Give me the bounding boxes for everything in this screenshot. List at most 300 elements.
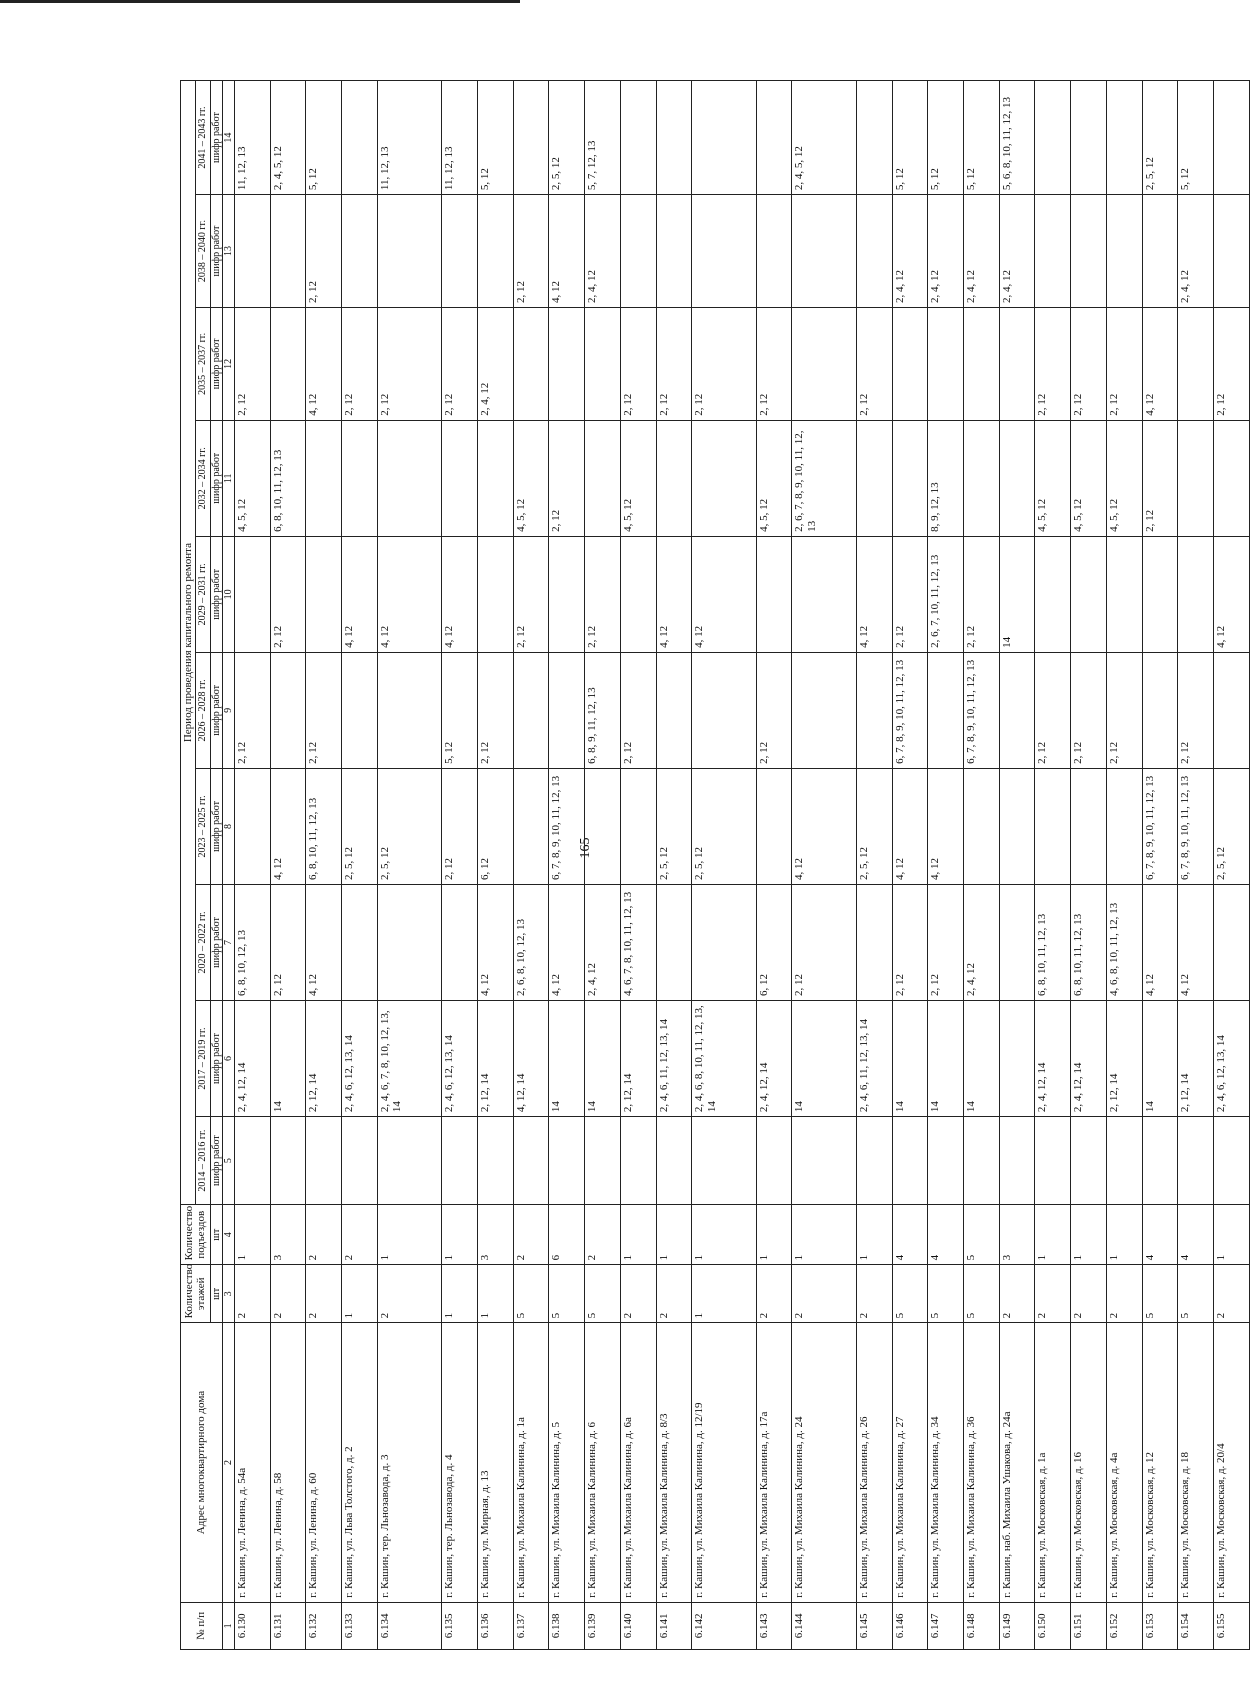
- row-entrances: 2: [306, 1205, 342, 1265]
- table-row: [234, 81, 270, 1650]
- work-codes-cell: [342, 420, 378, 536]
- work-codes-cell: [756, 1117, 792, 1205]
- table-row: [620, 81, 656, 1650]
- work-codes-cell: [964, 768, 1000, 884]
- table-row: [692, 81, 756, 1650]
- row-floors: 5: [1178, 1265, 1214, 1323]
- column-index: 7: [222, 884, 234, 1000]
- work-codes-cell: [549, 536, 585, 652]
- period-header: 2032 – 2034 гг.: [196, 420, 210, 536]
- work-codes-cell: 6, 8, 10, 12, 13: [234, 884, 270, 1000]
- work-codes-cell: [234, 768, 270, 884]
- work-codes-cell: 2, 12: [1106, 307, 1142, 420]
- row-floors: 2: [1035, 1265, 1071, 1323]
- work-codes-cell: [585, 1117, 621, 1205]
- work-codes-cell: [792, 652, 856, 768]
- work-codes-cell: 5, 7, 12, 13: [585, 81, 621, 195]
- work-code-header: шифр работ: [210, 1117, 222, 1205]
- work-codes-cell: 2, 12: [620, 652, 656, 768]
- row-number: 6.145: [856, 1602, 892, 1649]
- column-index: 13: [222, 195, 234, 308]
- work-codes-cell: 2, 4, 12: [477, 307, 513, 420]
- column-index: 11: [222, 420, 234, 536]
- row-address: г. Кашин, ул. Михаила Калинина, д. 26: [856, 1323, 892, 1602]
- work-codes-cell: [234, 195, 270, 308]
- row-entrances: 2: [342, 1205, 378, 1265]
- work-codes-cell: 4, 5, 12: [513, 420, 549, 536]
- work-codes-cell: 2, 6, 7, 8, 9, 10, 11, 12, 13: [792, 420, 856, 536]
- work-codes-cell: [792, 307, 856, 420]
- work-codes-cell: 2, 12: [442, 768, 478, 884]
- row-entrances: 1: [1214, 1205, 1250, 1265]
- work-codes-cell: [656, 195, 692, 308]
- row-entrances: 1: [234, 1205, 270, 1265]
- work-codes-cell: [1035, 195, 1071, 308]
- row-floors: 1: [442, 1265, 478, 1323]
- work-codes-cell: 5, 12: [892, 81, 928, 195]
- work-codes-cell: [856, 652, 892, 768]
- row-address: г. Кашин, ул. Михаила Калинина, д. 36: [964, 1323, 1000, 1602]
- unit-floors: шт: [210, 1265, 222, 1323]
- header-entrances: Количество подъездов: [181, 1205, 211, 1265]
- work-codes-cell: [1035, 768, 1071, 884]
- work-codes-cell: 6, 7, 8, 9, 10, 11, 12, 13: [964, 652, 1000, 768]
- work-codes-cell: 6, 12: [477, 768, 513, 884]
- work-codes-cell: 2, 12: [234, 652, 270, 768]
- work-code-header: шифр работ: [210, 768, 222, 884]
- work-codes-cell: 4, 12: [1178, 884, 1214, 1000]
- work-codes-cell: [856, 884, 892, 1000]
- work-codes-cell: 4, 12: [306, 307, 342, 420]
- work-codes-cell: [1106, 1117, 1142, 1205]
- row-address: г. Кашин, ул. Михаила Калинина, д. 1а: [513, 1323, 549, 1602]
- work-codes-cell: [270, 307, 306, 420]
- work-codes-cell: [1214, 420, 1250, 536]
- row-number: 6.133: [342, 1602, 378, 1649]
- work-codes-cell: 2, 4, 12, 14: [1071, 1001, 1107, 1117]
- work-codes-cell: [1178, 1117, 1214, 1205]
- row-address: г. Кашин, ул. Московская, д. 12: [1142, 1323, 1178, 1602]
- work-code-header: шифр работ: [210, 1001, 222, 1117]
- table-row: [377, 81, 441, 1650]
- work-codes-cell: [656, 884, 692, 1000]
- work-codes-cell: 2, 4, 6, 12, 13, 14: [342, 1001, 378, 1117]
- row-address: г. Кашин, ул. Московская, д. 16: [1071, 1323, 1107, 1602]
- work-codes-cell: [1214, 81, 1250, 195]
- page-number: 165: [578, 837, 593, 859]
- work-codes-cell: [792, 536, 856, 652]
- row-entrances: 1: [792, 1205, 856, 1265]
- work-codes-cell: [856, 1117, 892, 1205]
- work-codes-cell: 4, 5, 12: [234, 420, 270, 536]
- work-codes-cell: 4, 5, 12: [1106, 420, 1142, 536]
- row-address: г. Кашин, тер. Льнозавода, д. 3: [377, 1323, 441, 1602]
- work-codes-cell: [585, 420, 621, 536]
- row-floors: 1: [692, 1265, 756, 1323]
- row-number: 6.146: [892, 1602, 928, 1649]
- table-row: [1214, 81, 1250, 1650]
- work-codes-cell: 2, 12: [585, 536, 621, 652]
- work-codes-cell: 2, 12: [306, 195, 342, 308]
- table-row: [442, 81, 478, 1650]
- work-codes-cell: [756, 81, 792, 195]
- row-address: г. Кашин, тер. Льнозавода, д. 4: [442, 1323, 478, 1602]
- work-codes-cell: [692, 1117, 756, 1205]
- work-codes-cell: 5, 12: [928, 81, 964, 195]
- row-entrances: 1: [1071, 1205, 1107, 1265]
- work-codes-cell: 2, 4, 12: [585, 195, 621, 308]
- work-codes-cell: [1214, 1117, 1250, 1205]
- work-codes-cell: [377, 195, 441, 308]
- work-codes-cell: 2, 4, 6, 7, 8, 10, 12, 13, 14: [377, 1001, 441, 1117]
- row-floors: 2: [377, 1265, 441, 1323]
- work-codes-cell: 6, 7, 8, 9, 10, 11, 12, 13: [1142, 768, 1178, 884]
- work-codes-cell: 14: [892, 1001, 928, 1117]
- work-codes-cell: [1035, 1117, 1071, 1205]
- work-codes-cell: 2, 12: [1214, 307, 1250, 420]
- work-codes-cell: 2, 12: [477, 652, 513, 768]
- work-codes-cell: 2, 12: [620, 307, 656, 420]
- row-address: г. Кашин, ул. Московская, д. 18: [1178, 1323, 1214, 1602]
- work-codes-cell: [892, 1117, 928, 1205]
- work-codes-cell: [692, 81, 756, 195]
- work-codes-cell: 11, 12, 13: [234, 81, 270, 195]
- row-address: г. Кашин, ул. Михаила Калинина, д. 27: [892, 1323, 928, 1602]
- work-codes-cell: [377, 884, 441, 1000]
- work-codes-cell: [856, 195, 892, 308]
- row-number: 6.148: [964, 1602, 1000, 1649]
- table-row: [999, 81, 1035, 1650]
- work-codes-cell: [442, 1117, 478, 1205]
- work-codes-cell: 2, 4, 12: [928, 195, 964, 308]
- work-codes-cell: 6, 7, 8, 9, 10, 11, 12, 13: [892, 652, 928, 768]
- work-codes-cell: 2, 12: [1178, 652, 1214, 768]
- work-codes-cell: [477, 420, 513, 536]
- period-header: 2029 – 2031 гг.: [196, 536, 210, 652]
- work-codes-cell: 2, 4, 5, 12: [270, 81, 306, 195]
- table-row: [1071, 81, 1107, 1650]
- work-code-header: шифр работ: [210, 884, 222, 1000]
- work-codes-cell: [1071, 768, 1107, 884]
- work-codes-cell: [692, 195, 756, 308]
- work-codes-cell: [306, 536, 342, 652]
- header-number: № п/п: [181, 1602, 223, 1649]
- work-codes-cell: 2, 5, 12: [549, 81, 585, 195]
- work-codes-cell: 5, 12: [477, 81, 513, 195]
- work-codes-cell: 2, 5, 12: [1214, 768, 1250, 884]
- row-address: г. Кашин, ул. Ленина, д. 58: [270, 1323, 306, 1602]
- work-codes-cell: [1178, 307, 1214, 420]
- row-number: 6.151: [1071, 1602, 1107, 1649]
- work-codes-cell: [377, 420, 441, 536]
- row-entrances: 1: [756, 1205, 792, 1265]
- work-codes-cell: [306, 420, 342, 536]
- work-codes-cell: 2, 4, 6, 11, 12, 13, 14: [656, 1001, 692, 1117]
- work-codes-cell: 4, 12: [342, 536, 378, 652]
- work-codes-cell: 6, 8, 9, 11, 12, 13: [585, 652, 621, 768]
- work-codes-cell: 4, 12: [549, 195, 585, 308]
- work-codes-cell: 4, 12: [1142, 884, 1178, 1000]
- row-floors: 2: [856, 1265, 892, 1323]
- work-codes-cell: [513, 81, 549, 195]
- repair-schedule-table: [180, 80, 1250, 1650]
- row-address: г. Кашин, ул. Московская, д. 4а: [1106, 1323, 1142, 1602]
- work-codes-cell: [1142, 1117, 1178, 1205]
- work-codes-cell: [1214, 884, 1250, 1000]
- work-codes-cell: [856, 420, 892, 536]
- row-floors: 1: [477, 1265, 513, 1323]
- column-index: 4: [222, 1205, 234, 1265]
- work-codes-cell: [1214, 652, 1250, 768]
- work-codes-cell: [513, 652, 549, 768]
- row-entrances: 1: [377, 1205, 441, 1265]
- work-codes-cell: 4, 12: [1214, 536, 1250, 652]
- work-codes-cell: 6, 8, 10, 11, 12, 13: [1071, 884, 1107, 1000]
- work-codes-cell: 2, 12: [1106, 652, 1142, 768]
- work-codes-cell: 2, 12: [270, 536, 306, 652]
- work-codes-cell: [1106, 768, 1142, 884]
- work-codes-cell: 4, 12: [656, 536, 692, 652]
- row-number: 6.153: [1142, 1602, 1178, 1649]
- table-row: [964, 81, 1000, 1650]
- work-codes-cell: [549, 1117, 585, 1205]
- row-number: 6.140: [620, 1602, 656, 1649]
- table-row: [477, 81, 513, 1650]
- work-codes-cell: [1106, 536, 1142, 652]
- work-codes-cell: 2, 4, 12: [892, 195, 928, 308]
- work-codes-cell: [442, 420, 478, 536]
- column-index: 2: [222, 1323, 234, 1602]
- row-number: 6.136: [477, 1602, 513, 1649]
- top-rule: [0, 0, 520, 3]
- work-codes-cell: [756, 195, 792, 308]
- work-codes-cell: 2, 12, 14: [1106, 1001, 1142, 1117]
- row-floors: 5: [513, 1265, 549, 1323]
- work-codes-cell: 2, 12: [1071, 652, 1107, 768]
- row-number: 6.142: [692, 1602, 756, 1649]
- work-codes-cell: 4, 12: [792, 768, 856, 884]
- work-codes-cell: 4, 12: [442, 536, 478, 652]
- work-codes-cell: [1178, 536, 1214, 652]
- work-codes-cell: 14: [928, 1001, 964, 1117]
- work-codes-cell: [513, 768, 549, 884]
- work-codes-cell: 14: [999, 536, 1035, 652]
- row-address: г. Кашин, ул. Льва Толстого, д. 2: [342, 1323, 378, 1602]
- row-address: г. Кашин, ул. Михаила Калинина, д. 8/3: [656, 1323, 692, 1602]
- work-codes-cell: 2, 5, 12: [342, 768, 378, 884]
- work-codes-cell: [999, 768, 1035, 884]
- row-floors: 2: [1106, 1265, 1142, 1323]
- work-code-header: шифр работ: [210, 81, 222, 195]
- work-codes-cell: 2, 12: [377, 307, 441, 420]
- row-floors: 2: [999, 1265, 1035, 1323]
- table-row: [306, 81, 342, 1650]
- row-floors: 2: [1071, 1265, 1107, 1323]
- row-number: 6.138: [549, 1602, 585, 1649]
- table-row: [792, 81, 856, 1650]
- work-codes-cell: [692, 420, 756, 536]
- work-codes-cell: [585, 768, 621, 884]
- row-floors: 5: [892, 1265, 928, 1323]
- work-codes-cell: [270, 195, 306, 308]
- work-codes-cell: 2, 12: [234, 307, 270, 420]
- row-address: г. Кашин, ул. Михаила Калинина, д. 17а: [756, 1323, 792, 1602]
- row-address: г. Кашин, ул. Михаила Калинина, д. 6: [585, 1323, 621, 1602]
- table-row: [1142, 81, 1178, 1650]
- header-period-title: Период проведения капитального ремонта: [181, 81, 196, 1205]
- header-floors: Количество этажей: [181, 1265, 211, 1323]
- column-index: 12: [222, 307, 234, 420]
- table-row: [756, 81, 792, 1650]
- work-codes-cell: 8, 9, 12, 13: [928, 420, 964, 536]
- work-codes-cell: [620, 195, 656, 308]
- work-codes-cell: 2, 12, 14: [306, 1001, 342, 1117]
- work-codes-cell: [620, 1117, 656, 1205]
- column-index: 3: [222, 1265, 234, 1323]
- row-number: 6.134: [377, 1602, 441, 1649]
- work-codes-cell: 2, 12: [656, 307, 692, 420]
- work-codes-cell: 2, 4, 5, 12: [792, 81, 856, 195]
- work-codes-cell: 6, 12: [756, 884, 792, 1000]
- work-codes-cell: 4, 12: [549, 884, 585, 1000]
- work-codes-cell: 2, 12: [306, 652, 342, 768]
- row-entrances: 3: [270, 1205, 306, 1265]
- work-codes-cell: [692, 652, 756, 768]
- row-address: г. Кашин, ул. Михаила Калинина, д. 5: [549, 1323, 585, 1602]
- work-codes-cell: [756, 768, 792, 884]
- work-codes-cell: [928, 652, 964, 768]
- row-entrances: 4: [1142, 1205, 1178, 1265]
- row-floors: 2: [656, 1265, 692, 1323]
- work-codes-cell: 2, 4, 6, 8, 10, 11, 12, 13, 14: [692, 1001, 756, 1117]
- row-entrances: 2: [585, 1205, 621, 1265]
- work-codes-cell: 2, 12, 14: [1178, 1001, 1214, 1117]
- row-entrances: 1: [620, 1205, 656, 1265]
- period-header: 2026 – 2028 гг.: [196, 652, 210, 768]
- work-codes-cell: 5, 12: [442, 652, 478, 768]
- row-floors: 5: [549, 1265, 585, 1323]
- column-index: 14: [222, 81, 234, 195]
- row-entrances: 3: [999, 1205, 1035, 1265]
- work-codes-cell: 14: [1142, 1001, 1178, 1117]
- row-number: 6.137: [513, 1602, 549, 1649]
- work-codes-cell: 2, 5, 12: [377, 768, 441, 884]
- work-codes-cell: 11, 12, 13: [377, 81, 441, 195]
- work-codes-cell: [270, 1117, 306, 1205]
- work-codes-cell: [442, 195, 478, 308]
- row-address: г. Кашин, ул. Михаила Калинина, д. 12/19: [692, 1323, 756, 1602]
- work-codes-cell: 2, 12, 14: [620, 1001, 656, 1117]
- rotated-document: [180, 80, 1250, 1650]
- work-codes-cell: 2, 12: [1035, 652, 1071, 768]
- work-codes-cell: 2, 6, 8, 10, 12, 13: [513, 884, 549, 1000]
- work-codes-cell: [234, 536, 270, 652]
- work-codes-cell: [1142, 195, 1178, 308]
- work-codes-cell: 2, 12: [1035, 307, 1071, 420]
- work-codes-cell: [1106, 195, 1142, 308]
- work-codes-cell: [892, 420, 928, 536]
- work-codes-cell: 2, 12: [892, 884, 928, 1000]
- work-codes-cell: 2, 4, 12: [964, 884, 1000, 1000]
- work-codes-cell: 2, 12: [928, 884, 964, 1000]
- row-entrances: 1: [856, 1205, 892, 1265]
- work-codes-cell: 6, 8, 10, 11, 12, 13: [306, 768, 342, 884]
- work-codes-cell: [342, 1117, 378, 1205]
- column-index: 8: [222, 768, 234, 884]
- row-number: 6.143: [756, 1602, 792, 1649]
- unit-entrances: шт: [210, 1205, 222, 1265]
- work-code-header: шифр работ: [210, 652, 222, 768]
- work-codes-cell: 14: [792, 1001, 856, 1117]
- work-codes-cell: 2, 4, 12: [585, 884, 621, 1000]
- work-codes-cell: [620, 768, 656, 884]
- work-codes-cell: 2, 4, 12: [964, 195, 1000, 308]
- work-codes-cell: 2, 5, 12: [856, 768, 892, 884]
- work-codes-cell: [234, 1117, 270, 1205]
- work-codes-cell: 4, 12, 14: [513, 1001, 549, 1117]
- work-codes-cell: 4, 12: [306, 884, 342, 1000]
- work-codes-cell: [270, 652, 306, 768]
- work-codes-cell: [377, 1117, 441, 1205]
- work-codes-cell: 2, 12: [692, 307, 756, 420]
- work-codes-cell: [856, 81, 892, 195]
- work-codes-cell: 2, 6, 7, 10, 11, 12, 13: [928, 536, 964, 652]
- work-codes-cell: 2, 12: [270, 884, 306, 1000]
- row-number: 6.147: [928, 1602, 964, 1649]
- work-codes-cell: 2, 4, 12, 14: [234, 1001, 270, 1117]
- work-codes-cell: [656, 1117, 692, 1205]
- work-codes-cell: 6, 8, 10, 11, 12, 13: [1035, 884, 1071, 1000]
- work-codes-cell: 14: [964, 1001, 1000, 1117]
- table-row: [856, 81, 892, 1650]
- work-codes-cell: [477, 536, 513, 652]
- work-codes-cell: 2, 4, 12, 14: [1035, 1001, 1071, 1117]
- work-codes-cell: 4, 12: [377, 536, 441, 652]
- work-codes-cell: [1214, 195, 1250, 308]
- row-floors: 2: [1214, 1265, 1250, 1323]
- work-codes-cell: [1071, 536, 1107, 652]
- work-codes-cell: [999, 307, 1035, 420]
- work-codes-cell: [964, 1117, 1000, 1205]
- work-codes-cell: 4, 6, 7, 8, 10, 11, 12, 13: [620, 884, 656, 1000]
- row-entrances: 1: [1035, 1205, 1071, 1265]
- work-codes-cell: [377, 652, 441, 768]
- work-code-header: шифр работ: [210, 536, 222, 652]
- row-number: 6.132: [306, 1602, 342, 1649]
- row-entrances: 4: [1178, 1205, 1214, 1265]
- work-code-header: шифр работ: [210, 420, 222, 536]
- table-row: [1178, 81, 1214, 1650]
- row-floors: 5: [1142, 1265, 1178, 1323]
- table-row: [513, 81, 549, 1650]
- row-entrances: 1: [656, 1205, 692, 1265]
- row-floors: 5: [585, 1265, 621, 1323]
- work-codes-cell: [1142, 652, 1178, 768]
- work-codes-cell: [1106, 81, 1142, 195]
- row-address: г. Кашин, ул. Михаила Калинина, д. 6а: [620, 1323, 656, 1602]
- work-codes-cell: 4, 5, 12: [1071, 420, 1107, 536]
- work-codes-cell: 2, 4, 12, 14: [756, 1001, 792, 1117]
- row-number: 6.144: [792, 1602, 856, 1649]
- row-entrances: 2: [513, 1205, 549, 1265]
- period-header: 2041 – 2043 гг.: [196, 81, 210, 195]
- work-codes-cell: [1071, 1117, 1107, 1205]
- row-address: г. Кашин, ул. Московская, д. 1а: [1035, 1323, 1071, 1602]
- row-entrances: 3: [477, 1205, 513, 1265]
- work-codes-cell: 2, 12: [964, 536, 1000, 652]
- work-codes-cell: 2, 12: [792, 884, 856, 1000]
- work-codes-cell: [656, 652, 692, 768]
